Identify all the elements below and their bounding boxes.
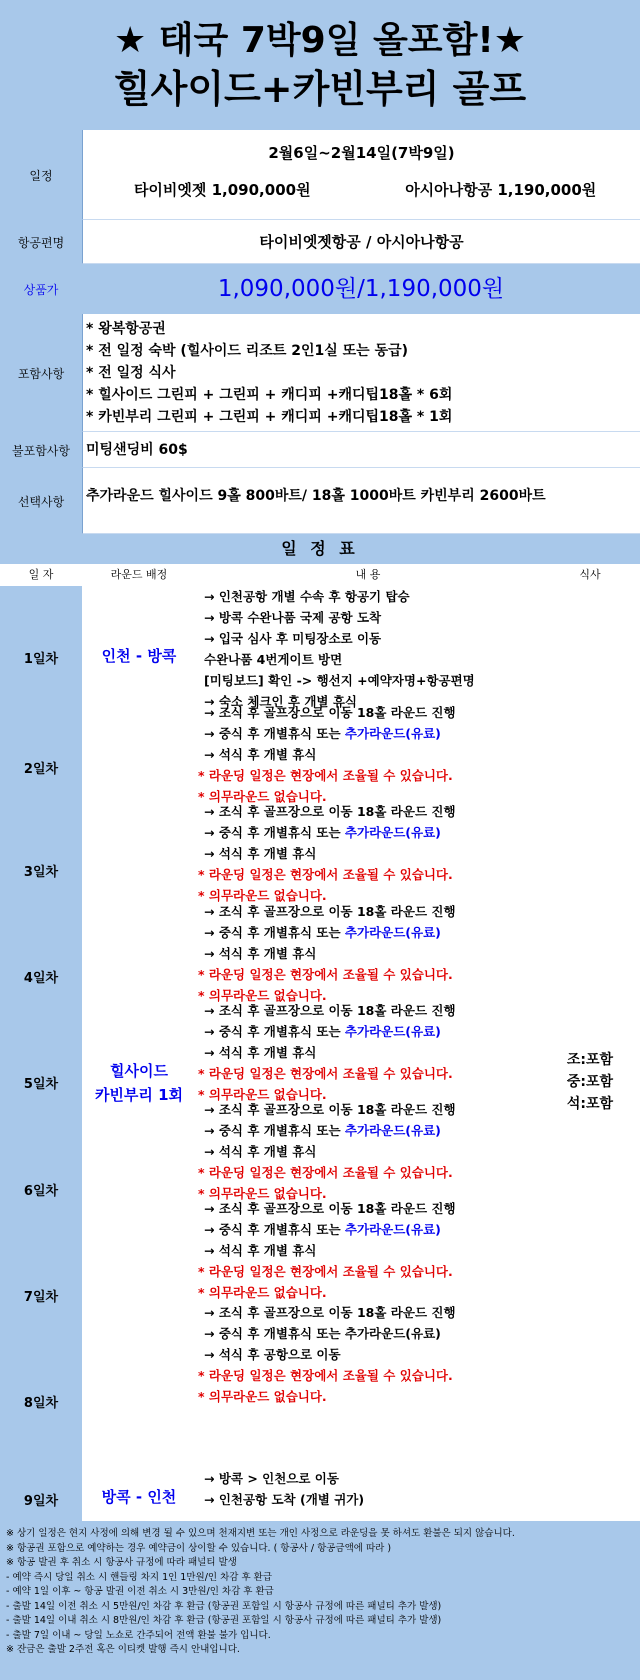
day-label: 9일차	[23, 1494, 59, 1509]
meal-dinner: 석:포함	[566, 1096, 614, 1112]
schedule-line: → 석식 후 개별 휴식	[204, 946, 317, 961]
schedule-value	[82, 130, 640, 220]
extra-round-link: 추가라운드(유료)	[344, 1123, 441, 1138]
schedule-line: * 라운딩 일정은 현장에서 조율될 수 있습니다.	[198, 1264, 453, 1279]
day-label: 6일차	[23, 1184, 59, 1199]
schedule-line: → 입국 심사 후 미팅장소로 이동	[204, 631, 382, 646]
title-line-1: ★ 태국 7박9일 올포함!★	[113, 20, 527, 61]
schedule-line: * 라운딩 일정은 현장에서 조율될 수 있습니다.	[198, 768, 453, 783]
price-value: 1,090,000원/1,190,000원	[82, 264, 640, 314]
schedule-line: → 중식 후 개별휴식 또는 추가라운드(유료)	[204, 1326, 441, 1341]
schedule-line: * 의무라운드 없습니다.	[198, 789, 327, 804]
schedule-line: * 라운딩 일정은 현장에서 조율될 수 있습니다.	[198, 867, 453, 882]
content-column	[196, 586, 540, 1521]
note-line: - 예약 1일 이후 ~ 항공 발권 이전 취소 시 3만원/인 차감 후 환급	[6, 1586, 274, 1597]
header-meal: 식사	[579, 568, 601, 581]
day-label: 2일차	[23, 762, 59, 777]
schedule-line: * 의무라운드 없습니다.	[198, 888, 327, 903]
schedule-line: → 중식 후 개별휴식 또는 추가라운드(유료)	[204, 726, 441, 741]
schedule-line: * 의무라운드 없습니다.	[198, 1389, 327, 1404]
day-label: 5일차	[23, 1077, 59, 1092]
round-last: 방콕 - 인천	[101, 1488, 177, 1506]
schedule-table-header	[0, 564, 640, 586]
price-vietjet: 타이비엣젯 1,090,000원	[133, 181, 311, 199]
schedule-line: * 의무라운드 없습니다.	[198, 1186, 327, 1201]
note-line: - 출발 14일 이전 취소 시 5만원/인 차감 후 환급 (항공권 포함일 시 항공사 규정에 따른 패널티 추가 발생)	[6, 1600, 442, 1612]
day-content-block	[196, 1302, 540, 1407]
extra-round-link: 추가라운드(유료)	[344, 925, 441, 940]
included-list	[82, 314, 640, 432]
extra-round-link: 추가라운드(유료)	[344, 726, 441, 741]
schedule-line: → 석식 후 개별 휴식	[204, 1144, 317, 1159]
excluded-row	[0, 432, 640, 468]
excluded-label: 불포함사항	[0, 432, 82, 468]
included-item: * 전 일정 숙박 (힐사이드 리조트 2인1실 또는 동급)	[86, 343, 409, 359]
meal-lunch: 중:포함	[566, 1074, 614, 1090]
schedule-line: * 의무라운드 없습니다.	[198, 1087, 327, 1102]
schedule-line: → 중식 후 개별휴식 또는 추가라운드(유료)	[204, 1123, 441, 1138]
round-middle-1: 힐사이드	[110, 1062, 168, 1080]
schedule-line: * 라운딩 일정은 현장에서 조율될 수 있습니다.	[198, 967, 453, 982]
schedule-heading: 일 정 표	[0, 534, 640, 564]
schedule-line: → 조식 후 골프장으로 이동 18홀 라운드 진행	[204, 705, 456, 720]
optional-value: 추가라운드 힐사이드 9홀 800바트/ 18홀 1000바트 카빈부리 2600바트	[82, 468, 640, 534]
title-line-2: 힐사이드+카빈부리 골프	[113, 67, 527, 111]
day-content-block	[196, 901, 540, 1006]
price-row	[0, 264, 640, 314]
title-banner	[0, 0, 640, 130]
included-item: * 전 일정 식사	[86, 365, 176, 381]
schedule-line: → 숙소 체크인 후 개별 휴식	[204, 694, 357, 709]
meal-breakfast: 조:포함	[566, 1052, 614, 1068]
extra-round-link: 추가라운드(유료)	[344, 1222, 441, 1237]
day-column	[0, 586, 82, 1521]
schedule-line: → 조식 후 골프장으로 이동 18홀 라운드 진행	[204, 904, 456, 919]
schedule-line: * 의무라운드 없습니다.	[198, 1285, 327, 1300]
day-content-block	[196, 1000, 540, 1105]
schedule-line: → 조식 후 골프장으로 이동 18홀 라운드 진행	[204, 1305, 456, 1320]
day-content-block	[196, 1198, 540, 1303]
optional-row	[0, 468, 640, 534]
schedule-line: → 방콕 수완나품 국제 공항 도착	[204, 610, 382, 625]
note-line: - 출발 7일 이내 ~ 당일 노쇼로 간주되어 전액 환불 불가 입니다.	[6, 1629, 271, 1641]
schedule-line: → 인천공항 개별 수속 후 항공기 탑승	[204, 589, 410, 604]
excluded-value: 미팅샌딩비 60$	[82, 432, 640, 468]
note-line: ※ 잔금은 출발 2주전 혹은 이티켓 발행 즉시 안내입니다.	[6, 1644, 240, 1655]
extra-round-link: 추가라운드(유료)	[344, 825, 441, 840]
schedule-line: * 라운딩 일정은 현장에서 조율될 수 있습니다.	[198, 1368, 453, 1383]
schedule-row	[0, 130, 640, 220]
schedule-label: 일정	[0, 130, 82, 220]
schedule-line: → 중식 후 개별휴식 또는 추가라운드(유료)	[204, 925, 441, 940]
schedule-line: → 방콕 > 인천으로 이동	[204, 1471, 339, 1486]
included-item: * 왕복항공권	[86, 321, 166, 337]
round-column	[82, 586, 196, 1521]
price-asiana: 아시아나항공 1,190,000원	[405, 181, 597, 199]
schedule-line: → 석식 후 개별 휴식	[204, 846, 317, 861]
schedule-line: * 라운딩 일정은 현장에서 조율될 수 있습니다.	[198, 1165, 453, 1180]
included-item: * 힐사이드 그린피 + 그린피 + 캐디피 +캐디팁18홀 * 6회	[86, 387, 453, 403]
round-first: 인천 - 방콕	[101, 647, 177, 665]
schedule-line: → 중식 후 개별휴식 또는 추가라운드(유료)	[204, 1222, 441, 1237]
schedule-line: 수완나품 4번게이트 방면	[204, 652, 343, 667]
extra-round-link: 추가라운드(유료)	[344, 1024, 441, 1039]
day-content-block	[196, 801, 540, 906]
note-line: ※ 항공권 포함으로 예약하는 경우 예약금이 상이할 수 있습니다. ( 항공사 / 항공금액에 따라 )	[6, 1542, 392, 1554]
schedule-line: → 중식 후 개별휴식 또는 추가라운드(유료)	[204, 825, 441, 840]
note-line: - 출발 14일 이내 취소 시 8만원/인 차감 후 환급 (항공권 포함일 시 항공사 규정에 따른 패널티 추가 발생)	[6, 1615, 442, 1626]
schedule-line: → 조식 후 골프장으로 이동 18홀 라운드 진행	[204, 1201, 456, 1216]
schedule-line: → 조식 후 골프장으로 이동 18홀 라운드 진행	[204, 1102, 456, 1117]
schedule-line: → 석식 후 공항으로 이동	[204, 1347, 341, 1362]
optional-label: 선택사항	[0, 468, 82, 534]
day-content-block	[196, 702, 540, 807]
airline-value: 타이비엣젯항공 / 아시아나항공	[82, 220, 640, 264]
day-content-block	[196, 1468, 540, 1510]
airline-row	[0, 220, 640, 264]
schedule-dates: 2월6일~2월14일(7박9일)	[268, 144, 455, 162]
day-content-block	[196, 586, 540, 712]
schedule-line: * 라운딩 일정은 현장에서 조율될 수 있습니다.	[198, 1066, 453, 1081]
schedule-table	[0, 586, 640, 1521]
schedule-line: → 조식 후 골프장으로 이동 18홀 라운드 진행	[204, 804, 456, 819]
day-label: 7일차	[23, 1290, 59, 1305]
header-round: 라운드 배정	[110, 568, 168, 581]
meal-column	[540, 586, 640, 1521]
schedule-line: → 석식 후 개별 휴식	[204, 1045, 317, 1060]
included-label: 포함사항	[0, 314, 82, 432]
note-line: ※ 항공 발권 후 취소 시 항공사 규정에 따라 패널티 발생	[6, 1557, 237, 1568]
header-day: 일 자	[28, 568, 54, 581]
day-label: 1일차	[23, 652, 59, 667]
schedule-line: → 중식 후 개별휴식 또는 추가라운드(유료)	[204, 1024, 441, 1039]
day-content-block	[196, 1099, 540, 1204]
note-line: - 예약 즉시 당일 취소 시 핸들링 차지 1인 1만원/인 차감 후 환급	[6, 1571, 273, 1583]
day-label: 3일차	[23, 865, 59, 880]
included-item: * 카빈부리 그린피 + 그린피 + 캐디피 +캐디팁18홀 * 1회	[86, 409, 453, 425]
day-label: 8일차	[23, 1396, 59, 1411]
notes-section	[0, 1521, 640, 1658]
price-label: 상품가	[0, 264, 82, 314]
header-content: 내 용	[355, 568, 381, 581]
included-row	[0, 314, 640, 432]
airline-label: 항공편명	[0, 220, 82, 264]
schedule-line: → 석식 후 개별 휴식	[204, 1243, 317, 1258]
schedule-line: → 석식 후 개별 휴식	[204, 747, 317, 762]
round-middle-2: 카빈부리 1회	[94, 1086, 184, 1104]
day-label: 4일차	[23, 971, 59, 986]
note-line: ※ 상기 일정은 현지 사정에 의해 변경 될 수 있으며 천재지변 또는 개인 사정으로 라운딩을 못 하셔도 환불은 되지 않습니다.	[6, 1528, 515, 1539]
schedule-line: * 의무라운드 없습니다.	[198, 988, 327, 1003]
schedule-line: → 인천공항 도착 (개별 귀가)	[204, 1492, 365, 1507]
schedule-line: → 조식 후 골프장으로 이동 18홀 라운드 진행	[204, 1003, 456, 1018]
schedule-line: [미팅보드] 확인 -> 행선지 +예약자명+항공편명	[204, 673, 475, 688]
